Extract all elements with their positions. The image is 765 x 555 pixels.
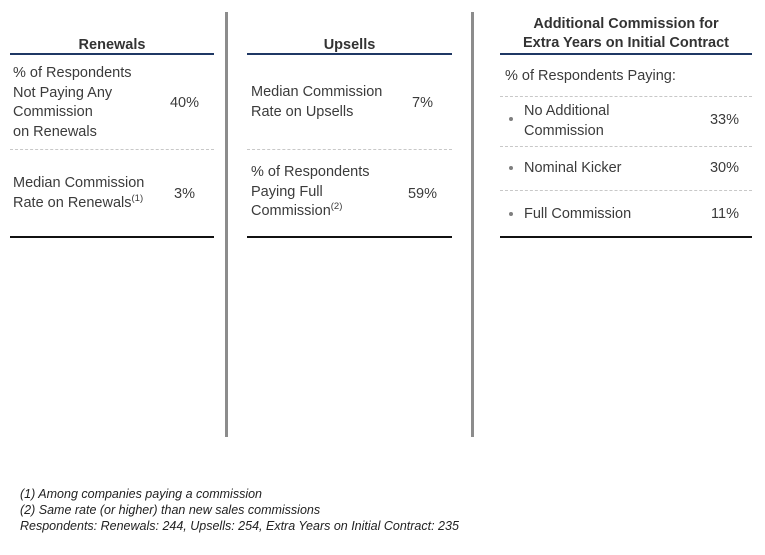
column-separator [471,12,474,437]
upsells-panel [247,0,452,240]
footnote-2: (2) Same rate (or higher) than new sales commissions [20,503,321,517]
footnote-1: (1) Among companies paying a commission [20,487,263,501]
upsells-row-1-label: Median Commission Rate on Upsells [251,84,383,120]
extra-years-row-1-label: No Additional Commission [524,103,610,139]
extra-years-divider [500,96,752,97]
upsells-row-2-label: % of Respondents Paying Full Commission$^{(2)}$ [251,164,370,219]
bullet-icon [509,166,513,170]
extra-years-row-2-value: 30% [709,160,739,176]
upsells-heading: Upsells [323,37,376,53]
extra-years-heading-rule [500,53,752,55]
renewals-bottom-rule [10,236,214,238]
renewals-heading-rule [10,53,214,55]
extra-years-divider [500,190,752,191]
extra-years-row-1-value: 33% [709,112,739,128]
column-separator [225,12,228,437]
extra-years-heading: Additional Commission for Extra Years on Initial Contract [522,16,730,51]
renewals-row-divider [10,149,214,150]
bullet-icon [509,117,513,121]
renewals-row-2-value: 3% [174,186,195,202]
renewals-heading: Renewals [78,37,146,53]
footnote-ref-2: (2) [330,201,343,213]
extra-years-divider [500,146,752,147]
upsells-row-divider [247,149,452,150]
respondents-note: Respondents: Renewals: 244, Upsells: 254, Extra Years on Initial Contract: 235 [20,519,459,533]
extra-years-row-3-value: 11% [711,206,739,222]
renewals-row-1-value: 40% [169,95,199,111]
renewals-row-2-label: Median Commission Rate on Renewals$^{(1)}$ [13,175,145,211]
upsells-bottom-rule [247,236,452,238]
extra-years-subheading: % of Respondents Paying: [505,68,676,84]
renewals-panel [10,0,214,240]
upsells-row-2-value: 59% [407,186,437,202]
extra-years-bottom-rule [500,236,752,238]
footnote-ref-1: (1) [131,192,144,204]
extra-years-panel [500,0,752,240]
bullet-icon [509,212,513,216]
upsells-row-1-value: 7% [412,95,433,111]
upsells-heading-rule [247,53,452,55]
renewals-row-1-label: % of Respondents Not Paying Any Commission on Renewals [13,65,132,140]
extra-years-row-3-label: Full Commission [524,206,632,222]
extra-years-row-2-label: Nominal Kicker [524,160,622,176]
